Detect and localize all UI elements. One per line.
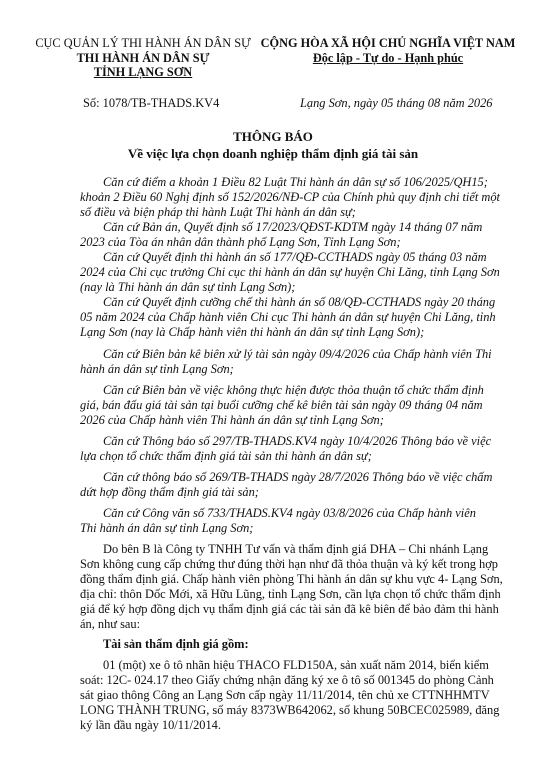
text-line: Căn cứ Biên bản kê biên xử lý tài sản ngày 09/4/2026 của Chấp hành viên Thi (103, 347, 492, 361)
text-line: soát: 12C- 024.17 theo Giấy chứng nhận đăng ký xe ô tô số 001345 do phòng Cảnh (80, 673, 494, 687)
text-line: Sơn không cung cấp chứng thư đúng thời hạn như đã thỏa thuận và ký kết trong hợp (80, 557, 498, 571)
section-heading: Tài sản thẩm định giá gồm: (103, 637, 249, 651)
document-number: Số: 1078/TB-THADS.KV4 (83, 96, 220, 110)
text-line: Do bên B là Công ty TNHH Tư vấn và thẩm định giá DHA – Chi nhánh Lạng (103, 542, 489, 556)
text-line: Căn cứ Bản án, Quyết định số 17/2023/QĐST-KDTM ngày 14 tháng 07 năm (103, 220, 483, 234)
text-line: 2026 của Chấp hành viên Thi hành án dân sự tỉnh Lạng Sơn; (80, 413, 384, 427)
text-line: Căn cứ Quyết định thi hành án số 177/QĐ-CCTHADS ngày 05 tháng 03 năm (103, 250, 487, 264)
text-line: 2023 của Tòa án nhân dân thành phố Lạng Sơn, Tỉnh Lạng Sơn; (80, 235, 401, 249)
text-line: sát giao thông Công an Lạng Sơn cấp ngày 11/11/2014, tên chủ xe CTTNHHMTV (80, 688, 490, 702)
text-line: 05 năm 2024 của Chấp hành viên Chi cục Thi hành án dân sự huyện Chi Lăng, tỉnh (80, 310, 496, 324)
text-line: Thi hành án dân sự tỉnh Lạng Sơn; (80, 521, 254, 535)
text-line: giá, bán đấu giá tài sản tại buổi cưỡng chế kê biên tài sản ngày 09 tháng 04 năm (80, 398, 483, 412)
text-line: Căn cứ Quyết định cưỡng chế thi hành án số 08/QĐ-CCTHADS ngày 20 tháng (103, 295, 496, 309)
agency-name: THI HÀNH ÁN DÂN SỰ (76, 50, 210, 65)
text-line: lựa chọn tổ chức thẩm định giá tài sản thi hành án dân sự; (80, 449, 372, 463)
header-right (250, 36, 526, 65)
text-line: 2024 của Chi cục trưởng Chi cục thi hành án dân sự huyện Chi Lăng, tỉnh Lạng Sơn (80, 265, 500, 279)
national-title: CỘNG HÒA XÃ HỘI CHỦ NGHĨA VIỆT NAM (260, 36, 516, 50)
document-date: Lạng Sơn, ngày 05 tháng 08 năm 2026 (300, 96, 493, 110)
text-line: giá để ký hợp đồng dịch vụ thẩm định giá các tài sản đã kê biên để bảo đảm thi hành (80, 602, 499, 616)
text-line: Căn cứ Thông báo số 297/TB-THADS.KV4 ngày 10/4/2026 Thông báo về việc (103, 434, 492, 448)
text-line: ký lần đầu ngày 10/11/2014. (80, 718, 221, 732)
text-line: 01 (một) xe ô tô nhãn hiệu THACO FLD150A, sản xuất năm 2014, biển kiểm (103, 658, 489, 672)
text-line: đồng thẩm định giá. Chấp hành viên phòng Thi hành án dân sự khu vực 4- Lạng Sơn, (80, 572, 503, 586)
document-title: THÔNG BÁO (233, 129, 313, 144)
agency-province: TỈNH LẠNG SƠN (93, 65, 193, 79)
text-line: Căn cứ Biên bản về việc không thực hiện được thỏa thuận tổ chức thẩm định (103, 383, 484, 397)
text-line: khoản 2 Điều 60 Nghị định số 152/2026/NĐ-CP của Chính phủ quy định chi tiết một (80, 190, 500, 204)
text-line: số điều và biện pháp thi hành Luật Thi hành án dân sự; (80, 205, 356, 219)
agency-parent: CỤC QUẢN LÝ THI HÀNH ÁN DÂN SỰ (35, 36, 251, 50)
text-line: Căn cứ Công văn số 733/THADS.KV4 ngày 03/8/2026 của Chấp hành viên (103, 506, 476, 520)
text-line: LONG THÀNH TRUNG, số máy 8373WB642062, số khung 50BCEC025989, đăng (80, 703, 500, 717)
text-line: Căn cứ điểm a khoản 1 Điều 82 Luật Thi hành án dân sự số 106/2025/QH15; (103, 175, 488, 189)
text-line: dứt hợp đồng thẩm định giá tài sản; (80, 485, 259, 499)
text-line: Lạng Sơn (nay là Chấp hành viên thi hành án dân sự tỉnh Lạng Sơn); (80, 325, 425, 339)
text-line: Căn cứ thông báo số 269/TB-THADS ngày 28/7/2026 Thông báo về việc chấm (103, 470, 493, 484)
document-subtitle: Về việc lựa chọn doanh nghiệp thẩm định giá tài sản (127, 146, 419, 161)
header-left (30, 36, 256, 80)
national-motto: Độc lập - Tự do - Hạnh phúc (312, 50, 464, 65)
text-line: địa chỉ: thôn Dốc Mới, xã Hữu Lũng, tỉnh Lạng Sơn, cần lựa chọn tổ chức thẩm định (80, 587, 501, 601)
text-line: án, như sau: (80, 617, 141, 631)
text-line: hành án dân sự tỉnh Lạng Sơn; (80, 362, 234, 376)
text-line: (nay là Thi hành án dân sự tỉnh Lạng Sơn); (80, 280, 296, 294)
